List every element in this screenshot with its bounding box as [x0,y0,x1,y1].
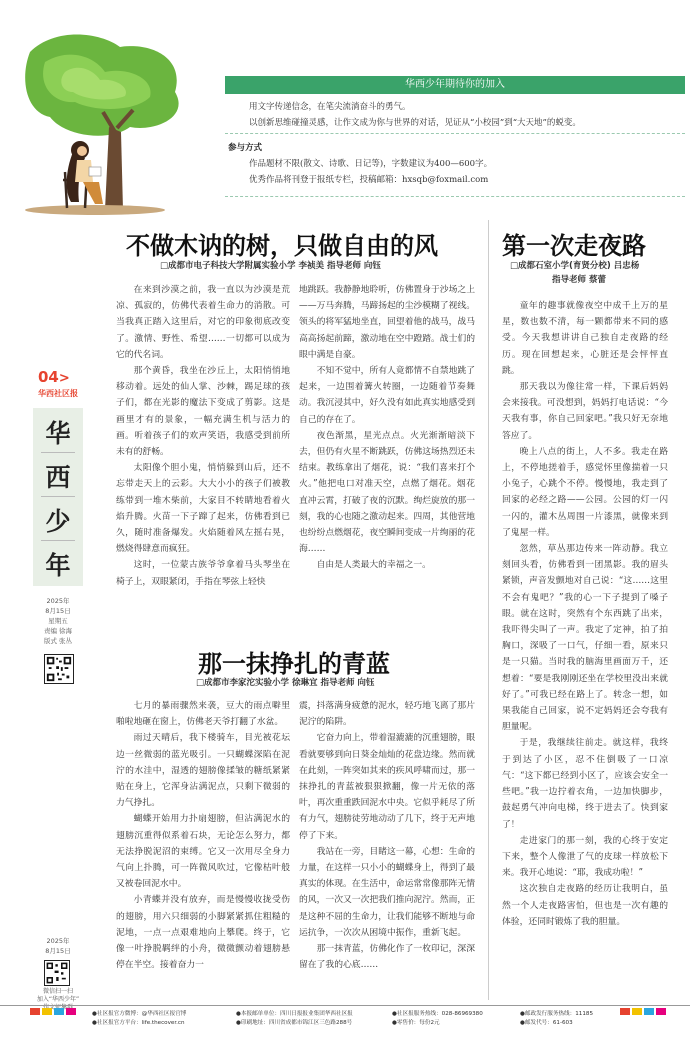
qr-caption-line: 微信扫一扫 [42,988,73,995]
title-rule [41,496,75,497]
title-char: 少 [45,507,71,536]
paragraph: 太阳像个胆小鬼，悄悄躲到山后，还不忘带走天上的云彩。大大小小的孩子们被教练带到一堆木柴前，大家目不转睛地看着火焰升腾。火苗一下子蹿了起来，仿佛看到已久，随时准备爆发。火焰随着风左摇右晃，燃烧得肆意而疯狂。 [116,463,290,555]
footer-postal-code: ●邮发代号：61-603 [520,1020,573,1026]
footer-hotline: ●社区报服务热线：028-86969380 [392,1011,483,1017]
article1-byline: □成都市电子科技大学附属实验小学 李祯美 指导老师 向钰 [160,261,381,271]
footer-weibo: ●社区报官方微博：@华西社区报官博 [92,1011,187,1017]
paragraph: 夜色渐黑，星光点点。火光渐渐暗淡下去，但仍有火星不断跳跃，仿佛这场热烈还未结束。教练拿出了烟花，说：“我们喜来打个火。”他把电口对准天空，点燃了烟花。烟花直冲云霄，打破了夜的沉默。绚烂旋放的那一刻，我的心也随之激动起来。四周，其他营地也纷纷点燃烟花，夜空瞬间变成一片绚丽的花海…… [299,430,475,555]
color-swatch [54,1008,64,1015]
paragraph: 那天我以为像往常一样，下课后妈妈会来接我。可没想到，妈妈打电话说：“今天我有事，你自己回家吧。”我只好无奈地答应了。 [502,382,668,441]
intro-line-2: 以创新思维碰撞灵感，让作文成为你与世界的对话，见证从“小校园”到“大天地”的蜕变。 [249,118,581,128]
color-swatch [42,1008,52,1015]
footer-publisher: ●本报邮单单位：四川日报报业集团华西社区报 [236,1011,353,1017]
paragraph: 这时，一位蒙古族爷爷拿着马头琴坐在椅子上，双眼紧闭，手指在琴弦上轻快 [116,560,290,587]
page-number-text: 04 [38,368,59,386]
title-rule [41,540,75,541]
color-swatch [644,1008,654,1015]
color-swatch [632,1008,642,1015]
paragraph: 那一抹青蓝，仿佛化作了一枚印记，深深留在了我的心底…… [299,944,475,971]
layout-line: 版式 张丛 [43,637,73,645]
dashed-divider-bottom [225,196,685,197]
title-char: 西 [45,463,71,492]
color-swatch [656,1008,666,1015]
issue-date-block [28,596,88,646]
paragraph: 在来到沙漠之前，我一直以为沙漠是荒凉、孤寂的，仿佛代表着生命力的消散。可当我真正踏入这里后，对它的印象彻底改变了。激情、野性、希望……一切都可以成为它的代名词。 [116,285,290,360]
title-char: 年 [45,551,71,580]
paragraph: 自由是人类最大的幸福之一。 [316,560,431,571]
color-swatch [30,1008,40,1015]
paragraph: 小青蝶并没有放弃，而是慢慢收拢受伤的翅膀，用六只细弱的小脚紧紧抓住粗糙的泥地，一点一点艰难地向上攀爬。终于，它像一叶挣脱羁绊的小舟，微微颤动着翅膀悬停在半空。接着奋力一 [116,895,290,971]
paragraph: 于是，我继续往前走。就这样，我终于到达了小区，忍不住倒吸了一口凉气：“这下都已经到小区了，应该会安全一些吧。”我一边拧着衣角，一边加快脚步，鼓起勇气冲向电梯，终于进去了。快到家了！ [502,738,668,830]
article2-col2 [299,698,475,973]
method-line-1: 作品题材不限(散文、诗歌、日记等)，字数建议为400—600字。 [249,159,493,169]
paragraph: 地跳跃。我静静地聆听，仿佛置身于沙场之上——万马奔腾，马蹄扬起的尘沙模糊了视线。领头的将军猛地坐直，回望着他的战马，战马高高扬起前蹄，激动地在空中蹬踏。战士们的眼中满是自豪。 [299,285,475,360]
title-rule [41,452,75,453]
qr-date-block [28,936,88,956]
article1-col2 [299,282,475,574]
paragraph: 童年的趣事就像夜空中成千上万的星星，数也数不清，每一颗都带来不同的感受。今天我想讲讲自己独自走夜路的经历。现在回想起来，心脏还是会怦怦直跳。 [502,301,668,376]
column-divider [488,220,489,1000]
paragraph: 忽然，草丛那边传来一阵动静。我立刻回头看，仿佛看到一团黑影。我的眉头紧锁，声音发颤地对自己说：“这……这里不会有鬼吧？”我的心一下子提到了嗓子眼。就在这时，突然有个东西跳了出来，我吓得尖叫了一声。我定了定神，拍了拍胸口，深吸了一口气，仔细一看，原来只是一只猫。当时我的脑海里画面万千，还想着：“要是我刚刚还坐在学校里没出来就好了。”可我已经在路上了。转念一想，如果我能自己回家，说不定妈妈还会夸我有胆量呢。 [502,544,668,733]
paragraph: 震，抖落满身疲惫的泥水，轻巧地飞离了那片泥泞的陷阱。 [299,701,475,728]
article2-title: 那一抹挣扎的青蓝 [198,650,390,678]
method-heading: 参与方式 [228,143,263,153]
chevron-right-icon: > [58,371,70,386]
article2-col1 [116,698,290,973]
date-line: 8月15日 [45,947,71,955]
article3-title: 第一次走夜路 [502,232,646,260]
wechat-qr-code-icon[interactable] [44,960,70,986]
footer-platform: ●社区报官方平台：life.thecover.cn [92,1020,185,1026]
article1-title: 不做木讷的树，只做自由的风 [126,232,438,260]
paragraph: 那个黄昏，我坐在沙丘上，太阳悄悄地移动着。远处的仙人掌、沙棘，踢足球的孩子们，都在光影的魔法下变成了剪影。这是画里才有的景象，一幅充满生机与活力的画。听着孩子们的欢声笑语，我感受到前所未有的舒畅。 [116,366,290,458]
color-swatch [66,1008,76,1015]
paragraph: 蝴蝶开始用力扑扇翅膀，但沾满泥水的翅膀沉重得似系着石块，无论怎么努力，都无法挣脱泥沼的束缚。它又一次用尽全身力气向上扑腾，可一阵微风吹过，它像枯叶般又被卷回泥水中。 [116,814,290,890]
intro-line-1: 用文字传递信念，在笔尖流淌奋斗的勇气。 [249,102,411,112]
paragraph: 我站在一旁，目睹这一幕，心想：生命的力量，在这样一只小小的蝴蝶身上，得到了最真实的体现。在生活中，命运常常像那阵无情的风，一次又一次把我们推向泥泞。然而，正是这种不屈的生命力，让我们能够不断地与命运抗争，一次次从困境中振作，重新飞起。 [299,846,475,938]
top-band [0,0,690,220]
footer [0,1005,690,1050]
footer-postal-hotline: ●邮政发行服务热线：11185 [520,1011,594,1017]
method-line-2: 优秀作品将刊登于报纸专栏，投稿邮箱：hxsqb@foxmail.com [249,175,489,185]
color-swatch [620,1008,630,1015]
article3-byline-2: 指导老师 蔡蕾 [552,275,606,285]
footer-print-address: ●印刷地址：四川省成都市锦江区三色路288号 [236,1020,353,1026]
date-line: 8月15日 [45,607,71,615]
qr-code-icon[interactable] [44,654,74,684]
paragraph: 雨过天晴后，我下楼骑车，目光被花坛边一丝微弱的蓝光吸引。一只蝴蝶深陷在泥泞的水洼中，湿透的翅膀像揉皱的糖纸紧紧贴在身上，它浑身沾满泥点，只剩下微弱的力气挣扎。 [116,733,290,809]
footer-price: ●零售价：每份2元 [392,1020,440,1026]
article3-byline-1: □成都石室小学(育贤分校) 吕忠杨 [510,261,640,271]
dashed-divider [225,133,685,134]
girl-reading-illustration [25,32,200,217]
paragraph: 走进家门的那一刻，我的心终于安定下来，整个人像泄了气的皮球一样放松下来。我开心地说：“耶，我成功啦！” [502,835,668,879]
editor-line: 责编 徐海 [43,627,73,635]
date-line: 星期五 [48,617,68,625]
paragraph: 它奋力向上，带着湿漉漉的沉重翅膀，眼看就要够到向日葵金灿灿的花盘边缘。然而就在此刻，一阵突如其来的疾风呼啸而过，那一抹挣扎的青蓝被狠狠掀翻，像一片无依的落叶，再次重重跌回泥水中央。它似乎耗尽了所有力气，翅膀徒劳地动动了几下，终于无声地停了下来。 [299,733,475,841]
page-number [38,368,70,386]
footer-rule [0,1005,690,1006]
section-name: 华西社区报 [38,389,78,398]
vertical-title [33,408,83,586]
date-line: 2025年 [46,597,70,605]
recruitment-banner: 华西少年期待你的加入 [225,76,685,94]
article2-byline: □成都市李家沱实验小学 徐琳宜 指导老师 向钰 [196,678,375,688]
date-line: 2025年 [46,937,70,945]
qr-caption-line: 加入“华西少年” [36,996,80,1003]
article1-col1 [116,282,290,590]
paragraph: 这次独自走夜路的经历让我明白，虽然一个人走夜路害怕，但也是一次有趣的体验，还同时锻炼了我的胆量。 [502,884,668,927]
paragraph: 七月的暴雨骤然来袭，豆大的雨点噼里啪啦地砸在窗上，仿佛老天爷打翻了水盆。 [116,701,290,728]
paragraph: 晚上八点的街上，人不多。我走在路上，不停地搓着手，感觉怀里像揣着一只小兔子，心跳个不停。慢慢地，我走到了回家的必经之路——公园。公园的灯一闪一闪的，灌木丛周围一片漆黑，就像来到了鬼屋一样。 [502,446,668,538]
title-char: 华 [45,419,71,448]
article3-body [502,298,668,930]
paragraph: 不知不觉中，所有人竟都情不自禁地跳了起来，一边围着篝火转圈，一边随着节奏舞动。我沉浸其中，好久没有如此真实地感受到自己的存在了。 [299,366,475,425]
